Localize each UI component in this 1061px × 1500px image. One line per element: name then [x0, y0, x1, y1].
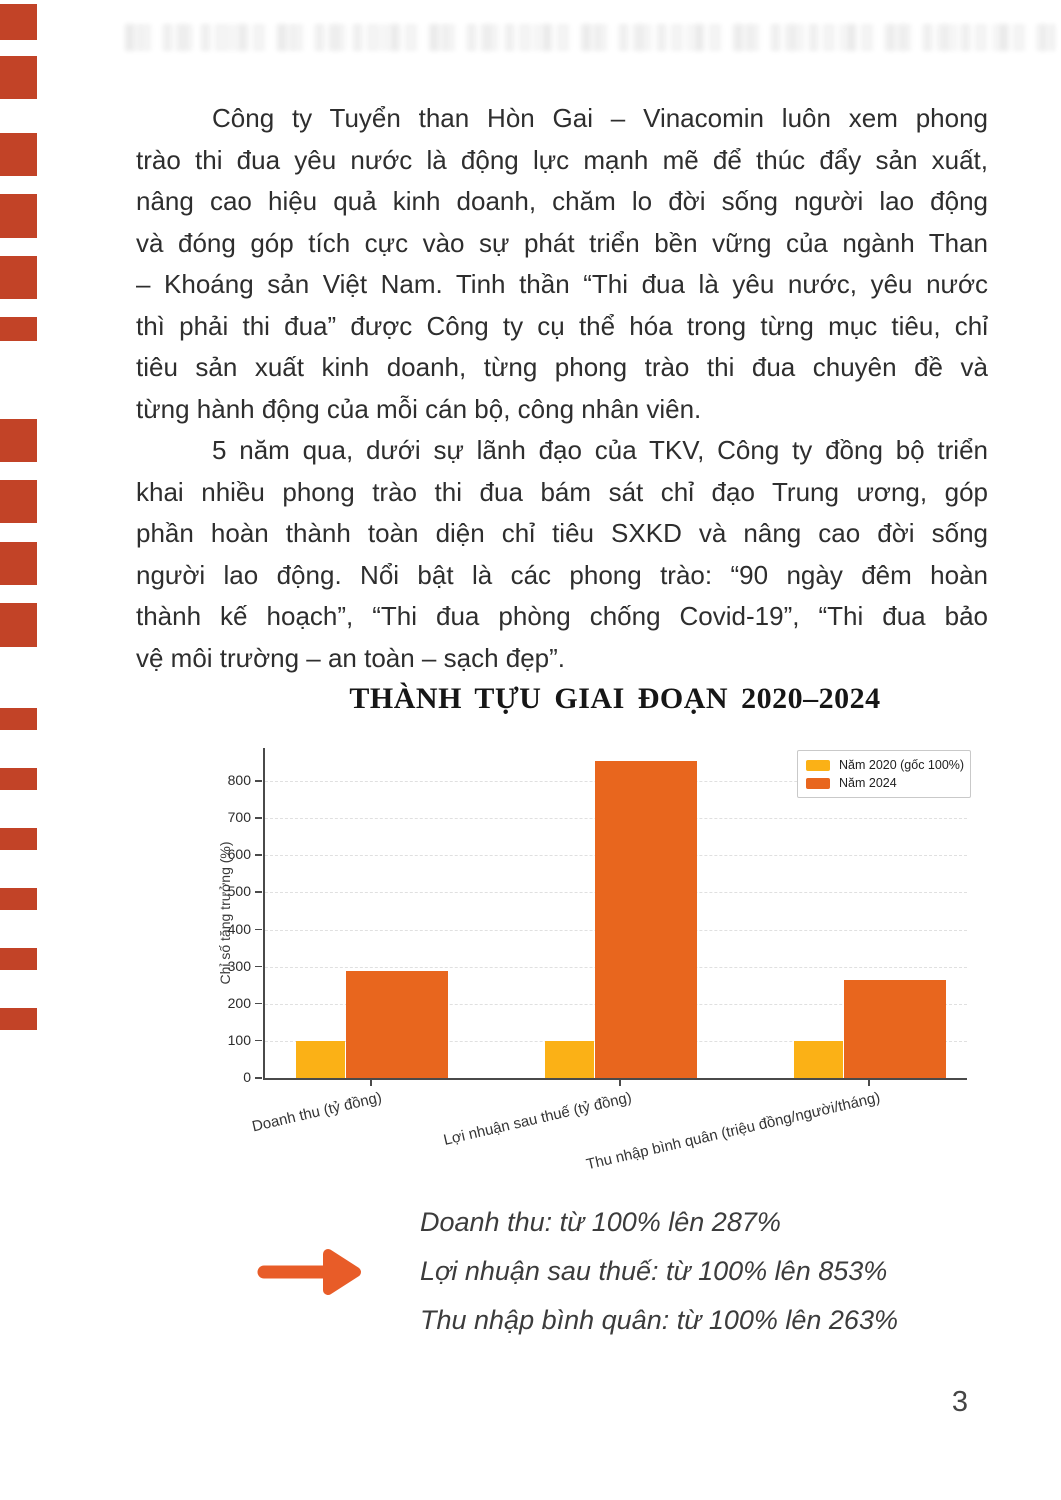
chart-title: THÀNH TỰU GIAI ĐOẠN 2020–2024 — [349, 682, 881, 715]
edge-mark — [0, 4, 37, 40]
edge-mark — [0, 948, 37, 970]
y-tick-label: 100 — [227, 1031, 251, 1048]
x-category-label: Doanh thu (tỷ đồng) — [250, 1089, 384, 1136]
edge-mark — [0, 480, 37, 523]
x-tick — [370, 1080, 372, 1086]
y-tick — [255, 1077, 262, 1079]
legend-label: Năm 2024 — [839, 776, 897, 790]
body-text-line: từng hành động của mỗi cán bộ, công nhân viên. — [136, 393, 702, 424]
body-text-line: – Khoáng sản Việt Nam. Tinh thần “Thi đua là yêu nước, yêu nước — [136, 269, 988, 299]
body-text-line: 5 năm qua, dưới sự lãnh đạo của TKV, Công ty đồng bộ triển — [212, 435, 988, 465]
edge-mark — [0, 133, 37, 176]
y-tick — [255, 966, 262, 968]
y-tick-label: 500 — [227, 883, 251, 900]
body-text-line: và đóng góp tích cực vào sự phát triển bền vững của ngành Than — [136, 227, 988, 258]
x-category-label: Lợi nhuận sau thuế (tỷ đồng) — [441, 1089, 633, 1149]
summary-line: Lợi nhuận sau thuế: từ 100% lên 853% — [420, 1256, 888, 1286]
y-tick — [255, 854, 262, 856]
y-tick — [255, 891, 262, 893]
bar — [794, 1041, 843, 1078]
y-tick — [255, 1003, 262, 1005]
x-tick — [868, 1080, 870, 1086]
x-tick — [619, 1080, 621, 1086]
y-tick — [255, 780, 262, 782]
bar — [844, 980, 946, 1078]
edge-mark — [0, 768, 37, 790]
body-text-line: thành kế hoạch”, “Thi đua phòng chống Covid-19”, “Thi đua bảo — [136, 601, 988, 631]
body-text-line: phần hoàn thành toàn diện chỉ tiêu SXKD và nâng cao đời sống — [136, 518, 988, 548]
body-text-line: người lao động. Nổi bật là các phong trào: “90 ngày đêm hoàn — [136, 559, 988, 590]
legend-swatch-2024 — [806, 778, 830, 789]
show-through-text-strip — [125, 24, 1055, 51]
legend-label: Năm 2020 (gốc 100%) — [839, 758, 965, 772]
edge-mark — [0, 56, 37, 99]
y-tick-label: 0 — [243, 1069, 251, 1085]
body-text-line: trào thi đua yêu nước là động lực mạnh mẽ để thúc đẩy sản xuất, — [136, 144, 988, 175]
edge-mark — [0, 1008, 37, 1030]
legend-item — [798, 774, 970, 792]
y-tick-label: 800 — [227, 772, 251, 789]
edge-mark — [0, 828, 37, 850]
summary-line: Doanh thu: từ 100% lên 287% — [420, 1207, 781, 1237]
body-text-line: Công ty Tuyển than Hòn Gai – Vinacomin luôn xem phong — [212, 103, 988, 133]
x-category-label: Thu nhập bình quân (triệu đồng/người/tháng) — [584, 1089, 882, 1174]
y-tick-label: 600 — [227, 846, 251, 863]
legend-item — [798, 756, 970, 774]
body-text-line: thì phải thi đua” được Công ty cụ thể hóa trong từng mục tiêu, chỉ — [136, 310, 988, 341]
y-tick-label: 700 — [227, 809, 251, 826]
edge-mark — [0, 419, 37, 462]
body-text-line: tiêu sản xuất kinh doanh, từng phong trào thi đua chuyên đề và — [136, 352, 988, 382]
arrow-icon — [254, 1240, 370, 1304]
page-number: 3 — [951, 1386, 969, 1418]
body-text — [136, 98, 988, 679]
body-text-line: vệ môi trường – an toàn – sạch đẹp”. — [136, 642, 566, 673]
body-text-line: khai nhiều phong trào thi đua bám sát chỉ đạo Trung ương, góp — [136, 476, 988, 507]
bar — [346, 971, 448, 1078]
chart-legend — [797, 750, 971, 798]
y-tick — [255, 817, 262, 819]
y-tick — [255, 929, 262, 931]
edge-mark — [0, 317, 37, 341]
bar — [595, 761, 697, 1078]
body-text-line: nâng cao hiệu quả kinh doanh, chăm lo đời sống người lao động — [136, 186, 988, 216]
edge-mark — [0, 603, 37, 647]
bar — [545, 1041, 594, 1078]
y-axis-label: Chỉ số tăng trưởng (%) — [217, 841, 233, 985]
y-tick-label: 400 — [227, 920, 251, 937]
y-tick — [255, 1040, 262, 1042]
edge-mark — [0, 542, 37, 585]
edge-mark — [0, 194, 37, 238]
edge-mark — [0, 888, 37, 910]
edge-mark — [0, 256, 37, 299]
bar — [296, 1041, 345, 1078]
legend-swatch-2020 — [806, 760, 830, 771]
edge-mark — [0, 708, 37, 730]
summary-line: Thu nhập bình quân: từ 100% lên 263% — [420, 1305, 898, 1335]
y-tick-label: 200 — [227, 994, 251, 1011]
summary-text — [420, 1198, 898, 1345]
y-tick-label: 300 — [227, 957, 251, 974]
